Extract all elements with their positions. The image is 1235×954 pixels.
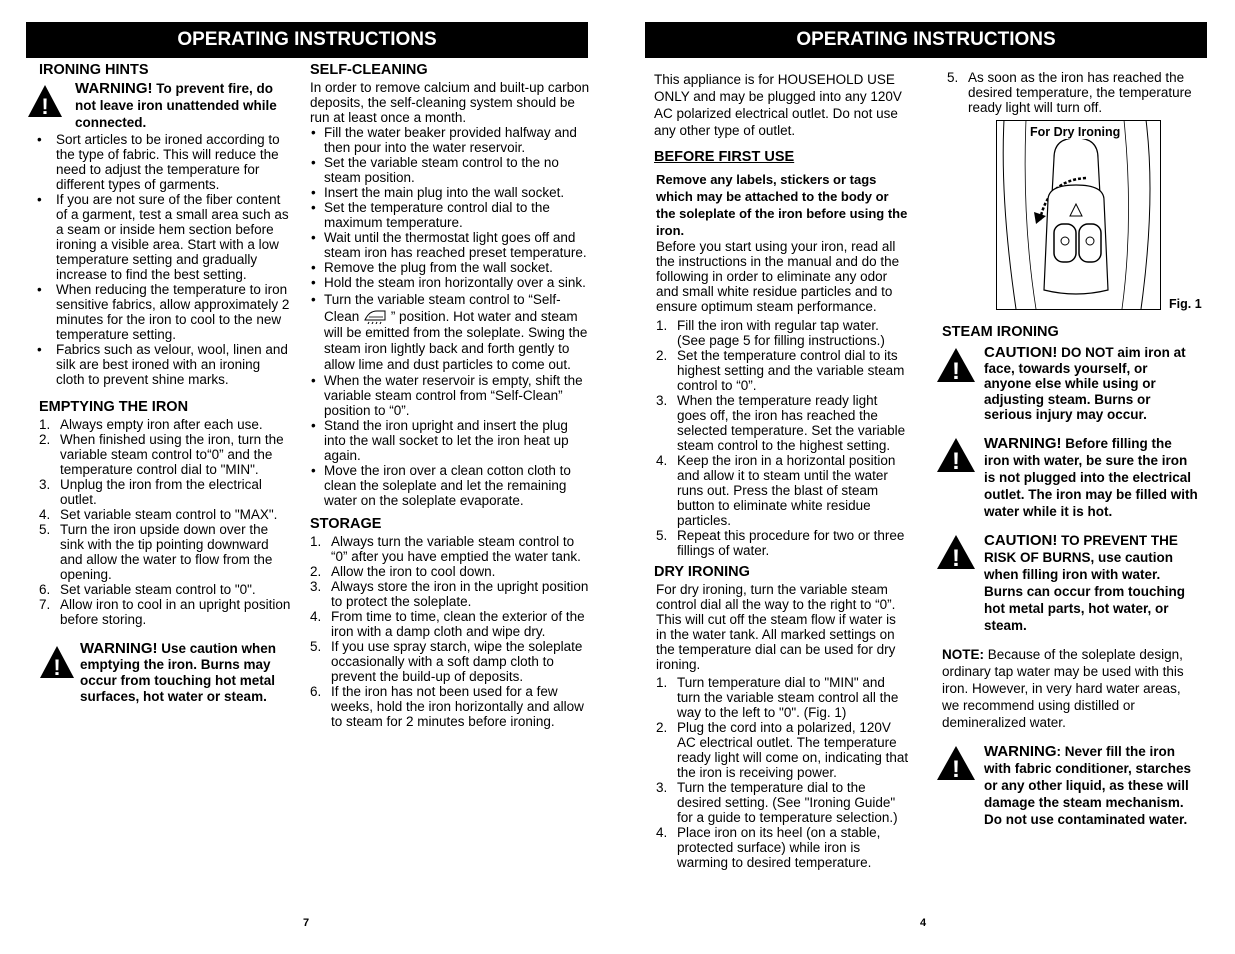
list-item: 5. Turn the iron upside down over the sink with the tip pointing downward and allow the water to flow from the opening. bbox=[39, 522, 273, 582]
list-item: • Remove the plug from the wall socket. bbox=[310, 260, 590, 275]
list-item: 1. Turn temperature dial to "MIN" and turn the variable steam control all the way to the left to "0". (Fig. 1) bbox=[656, 675, 899, 720]
dry-ironing-step5 bbox=[947, 70, 1203, 115]
list-item: 3. Unplug the iron from the electrical outlet. bbox=[39, 477, 262, 507]
list-item: 1. Always empty iron after each use. bbox=[39, 417, 263, 432]
list-item: 5. Repeat this procedure for two or three fillings of water. bbox=[656, 528, 905, 558]
list-item: 5. If you use spray starch, wipe the soleplate occasionally with a soft damp cloth to prevent the build-up of deposits. bbox=[310, 639, 583, 684]
steam-ironing-column bbox=[936, 325, 1198, 828]
list-item: 4. Set variable steam control to "MAX". bbox=[39, 507, 278, 522]
warning-triangle-icon bbox=[936, 745, 976, 781]
household-intro: This appliance is for HOUSEHOLD USE ONLY and may be plugged into any 120V AC polarized electrical outlet. Do not use any other type of outlet. bbox=[654, 72, 902, 138]
fire-warning-text: To prevent fire, do not leave iron unattended while connected. bbox=[75, 81, 277, 130]
list-item: • Move the iron over a clean cotton cloth to clean the soleplate and let the remaining water on the soleplate evaporate. bbox=[310, 463, 590, 508]
figure-caption: Fig. 1 bbox=[1169, 297, 1202, 311]
before-first-use-text: Before you start using your iron, read all the instructions in the manual and do the following in order to eliminate any odor and small white residue particles and to ensure optimum steam performance. bbox=[656, 239, 900, 314]
steam-ironing-title: STEAM IRONING bbox=[942, 324, 1059, 340]
right-header-title: OPERATING INSTRUCTIONS bbox=[796, 29, 1056, 50]
self-cleaning-intro: In order to remove calcium and built-up carbon deposits, the self-cleaning system should be run at least once a month. bbox=[310, 80, 590, 125]
list-item: 1. Always turn the variable steam control to “0” after you have emptied the water tank. bbox=[310, 534, 581, 564]
list-item: 5. As soon as the iron has reached the desired temperature, the temperature ready light will turn off. bbox=[947, 70, 1192, 115]
before-use-column bbox=[654, 71, 910, 870]
warning2-lead: WARNING bbox=[984, 742, 1057, 760]
storage-title: STORAGE bbox=[310, 516, 382, 532]
note-lead: NOTE: bbox=[942, 646, 984, 662]
warning-triangle-icon bbox=[39, 645, 75, 679]
list-item: • Hold the steam iron horizontally over a sink. bbox=[310, 275, 590, 290]
warning-triangle-icon bbox=[936, 347, 976, 383]
caution-aim-warning bbox=[936, 345, 1198, 423]
caution1-text: DO NOT aim iron at face, towards yourself, or anyone else while using or adjusting steam. Burns or serious injury may occur. bbox=[984, 345, 1186, 422]
list-item: • If you are not sure of the fiber content of a garment, test a small area such as a seam or inside hem section before ironing a visible area. Start with a low temperature setting and gradually increase to find the best setting. bbox=[35, 192, 291, 282]
self-clean-symbol-icon bbox=[363, 308, 387, 324]
list-item: • Turn the variable steam control to “Self-Clean ” position. Hot water and steam will be emitted from the soleplate. Swing the steam iron lightly back and forth gently to allow lime and dust particles to come out. bbox=[310, 292, 590, 373]
caution2-lead: CAUTION! bbox=[984, 531, 1058, 549]
warning-triangle-icon bbox=[936, 437, 976, 473]
list-item: • Set the temperature control dial to the maximum temperature. bbox=[310, 200, 590, 230]
emptying-title: EMPTYING THE IRON bbox=[39, 399, 189, 415]
dry-ironing-list-continued bbox=[947, 70, 1203, 115]
ironing-hints-title: IRONING HINTS bbox=[39, 62, 149, 78]
right-page-number: 4 bbox=[920, 917, 927, 929]
list-item: 7. Allow iron to cool in an upright position before storing. bbox=[39, 597, 291, 627]
svg-text:!: ! bbox=[952, 755, 960, 781]
self-cleaning-list bbox=[310, 125, 590, 508]
dry-ironing-figure bbox=[996, 120, 1162, 310]
list-item: • Stand the iron upright and insert the plug into the wall socket to let the iron heat up again. bbox=[310, 418, 590, 463]
warning1-text: Before filling the iron with water, be sure the iron is not plugged into the electrical outlet. The iron may be filled with water while it is hot. bbox=[984, 435, 1198, 519]
dry-ironing-list bbox=[656, 675, 910, 870]
list-item: • When the water reservoir is empty, shift the variable steam control from “Self-Clean” position to “0”. bbox=[310, 373, 590, 418]
warning-triangle-icon bbox=[936, 534, 976, 570]
left-page-number: 7 bbox=[303, 917, 310, 929]
svg-text:!: ! bbox=[41, 94, 49, 118]
tap-water-note bbox=[942, 646, 1198, 731]
warning-unplug bbox=[936, 435, 1198, 520]
warning-triangle-icon bbox=[27, 84, 63, 118]
emptying-warning-text: Use caution when emptying the iron. Burns may occur from touching hot metal surfaces, hot water or steam. bbox=[80, 641, 277, 704]
svg-text:!: ! bbox=[53, 655, 61, 679]
before-first-use-title: BEFORE FIRST USE bbox=[654, 149, 795, 165]
before-first-use-list bbox=[656, 318, 910, 558]
fire-warning-lead: WARNING! bbox=[75, 80, 153, 97]
storage-list bbox=[310, 534, 590, 729]
list-item: 2. Plug the cord into a polarized, 120V AC electrical outlet. The temperature ready light will come on, indicating that the iron is receiving power. bbox=[656, 720, 909, 780]
list-item: 3. Always store the iron in the upright position to protect the soleplate. bbox=[310, 579, 589, 609]
caution-burns bbox=[936, 532, 1198, 634]
self-cleaning-title: SELF-CLEANING bbox=[310, 62, 428, 78]
svg-text:!: ! bbox=[952, 447, 960, 473]
svg-text:!: ! bbox=[952, 544, 960, 570]
svg-text:!: ! bbox=[952, 358, 960, 383]
emptying-warning bbox=[39, 641, 291, 705]
list-item: 6. If the iron has not been used for a few weeks, hold the iron horizontally and allow to steam for 2 minutes before ironing. bbox=[310, 684, 584, 729]
list-item: • Fabrics such as velour, wool, linen and silk are best ironed with an ironing cloth to prevent shine marks. bbox=[35, 342, 291, 387]
caution1-lead: CAUTION! bbox=[984, 344, 1058, 361]
list-item: • Insert the main plug into the wall socket. bbox=[310, 185, 590, 200]
list-item: 3. Turn the temperature dial to the desired setting. (See "Ironing Guide" for a guide to temperature selection.) bbox=[656, 780, 898, 825]
emptying-list bbox=[39, 417, 291, 627]
list-item: 3. When the temperature ready light goes off, the iron has reached the selected temperature. Set the variable steam control to the highest setting. bbox=[656, 393, 906, 453]
figure-label: For Dry Ironing bbox=[1030, 125, 1121, 139]
iron-dial-illustration bbox=[996, 120, 1162, 310]
remove-labels-note: Remove any labels, stickers or tags which may be attached to the body or the soleplate of the iron before using the iron. bbox=[656, 172, 908, 238]
list-item: 4. Place iron on its heel (on a stable, protected surface) while iron is warming to desired temperature. bbox=[656, 825, 881, 870]
list-item: • Set the variable steam control to the no steam position. bbox=[310, 155, 590, 185]
left-header-bar bbox=[26, 22, 588, 58]
dry-ironing-text: For dry ironing, turn the variable steam control dial all the way to the right to “0”. This will cut off the steam flow if water is in the water tank. All marked settings on the temperature dial can be used for dry ironing. bbox=[656, 582, 896, 672]
right-header-bar bbox=[645, 22, 1207, 58]
ironing-hints-list bbox=[35, 132, 291, 387]
list-item: 6. Set variable steam control to "0". bbox=[39, 582, 256, 597]
warning2-text: : Never fill the iron with fabric conditioner, starches or any other liquid, as these will damage the steam mechanism. Do not use contaminated water. bbox=[984, 743, 1192, 827]
list-item: 1. Fill the iron with regular tap water. (See page 5 for filling instructions.) bbox=[656, 318, 885, 348]
list-item: 2. Set the temperature control dial to its highest setting and the variable steam control to “0”. bbox=[656, 348, 905, 393]
caution2-text: TO PREVENT THE RISK OF BURNS, use caution when filling iron with water. Burns can occur from touching hot metal parts, hot water, or steam. bbox=[984, 532, 1186, 633]
ironing-hints-column bbox=[39, 63, 291, 705]
list-item: • Fill the water beaker provided halfway and then pour into the water reservoir. bbox=[310, 125, 590, 155]
emptying-warning-lead: WARNING! bbox=[80, 640, 158, 657]
warning-conditioner bbox=[936, 743, 1198, 828]
list-item: 2. Allow the iron to cool down. bbox=[310, 564, 496, 579]
left-header-title: OPERATING INSTRUCTIONS bbox=[177, 29, 437, 50]
list-item: 2. When finished using the iron, turn the variable steam control to“0” and the temperature control dial to "MIN". bbox=[39, 432, 284, 477]
note-text: Because of the soleplate design, ordinary tap water may be used with this iron. However, in very hard water areas, we recommend using distilled or demineralized water. bbox=[942, 646, 1184, 730]
fire-warning bbox=[27, 80, 291, 131]
list-item: • Sort articles to be ironed according to the type of fabric. This will reduce the need to adjust the temperature for different types of garments. bbox=[35, 132, 291, 192]
list-item: 4. From time to time, clean the exterior of the iron with a damp cloth and wipe dry. bbox=[310, 609, 585, 639]
dry-ironing-title: DRY IRONING bbox=[654, 564, 750, 580]
list-item: 4. Keep the iron in a horizontal position and allow it to steam until the water runs out. Press the blast of steam button to eliminate white residue particles. bbox=[656, 453, 896, 528]
warning1-lead: WARNING! bbox=[984, 434, 1062, 452]
list-item: • When reducing the temperature to iron sensitive fabrics, allow approximately 2 minutes for the iron to cool to the new temperature setting. bbox=[35, 282, 291, 342]
self-cleaning-column bbox=[310, 63, 590, 729]
list-item: • Wait until the thermostat light goes off and steam iron has reached preset temperature. bbox=[310, 230, 590, 260]
